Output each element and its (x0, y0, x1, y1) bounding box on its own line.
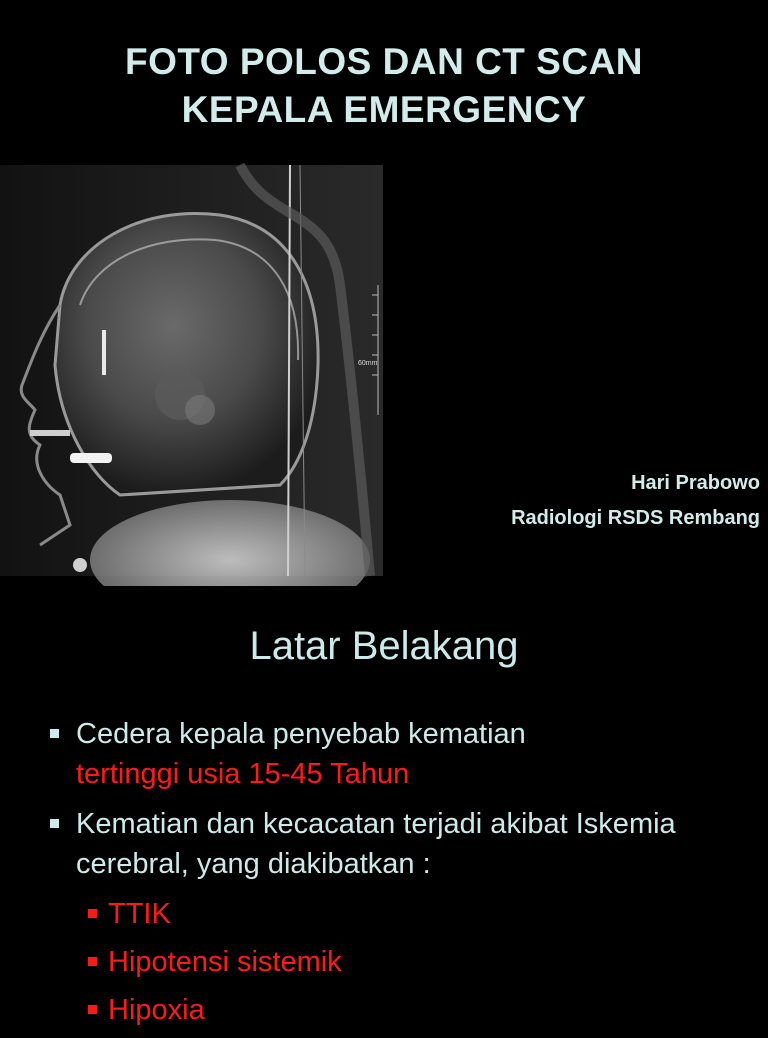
sub-bullet-text: Hipotensi sistemik (108, 946, 342, 978)
sub-bullet-item (48, 942, 748, 982)
bullet-list (48, 714, 748, 1038)
slide-heading: Latar Belakang (249, 624, 519, 668)
square-bullet-icon (88, 909, 97, 918)
sub-bullet-item (48, 894, 748, 934)
bullet-text: Cedera kepala penyebab kematian (76, 718, 526, 750)
slide-title (0, 38, 768, 134)
skull-xray-image (0, 165, 383, 576)
title-line-2: KEPALA EMERGENCY (181, 89, 587, 130)
square-bullet-icon (50, 819, 59, 828)
sub-bullet-text: Hipoxia (108, 994, 205, 1026)
bullet-text: Kematian dan kecacatan terjadi akibat Iskemia cerebral, yang diakibatkan : (76, 808, 676, 880)
sub-bullet-item (48, 990, 748, 1030)
square-bullet-icon (88, 957, 97, 966)
title-line-1: FOTO POLOS DAN CT SCAN (124, 41, 644, 82)
bullet-item (48, 804, 748, 884)
author-affiliation: Radiologi RSDS Rembang (511, 507, 760, 529)
author-block (511, 466, 760, 536)
bullet-highlight: tertinggi usia 15-45 Tahun (76, 758, 410, 790)
square-bullet-icon (88, 1005, 97, 1014)
author-name: Hari Prabowo (631, 472, 760, 494)
image-scale-label: 60mm (358, 360, 378, 367)
square-bullet-icon (50, 729, 59, 738)
content-slide (0, 586, 768, 1024)
bullet-item (48, 714, 748, 794)
sub-bullet-text: TTIK (108, 898, 171, 930)
